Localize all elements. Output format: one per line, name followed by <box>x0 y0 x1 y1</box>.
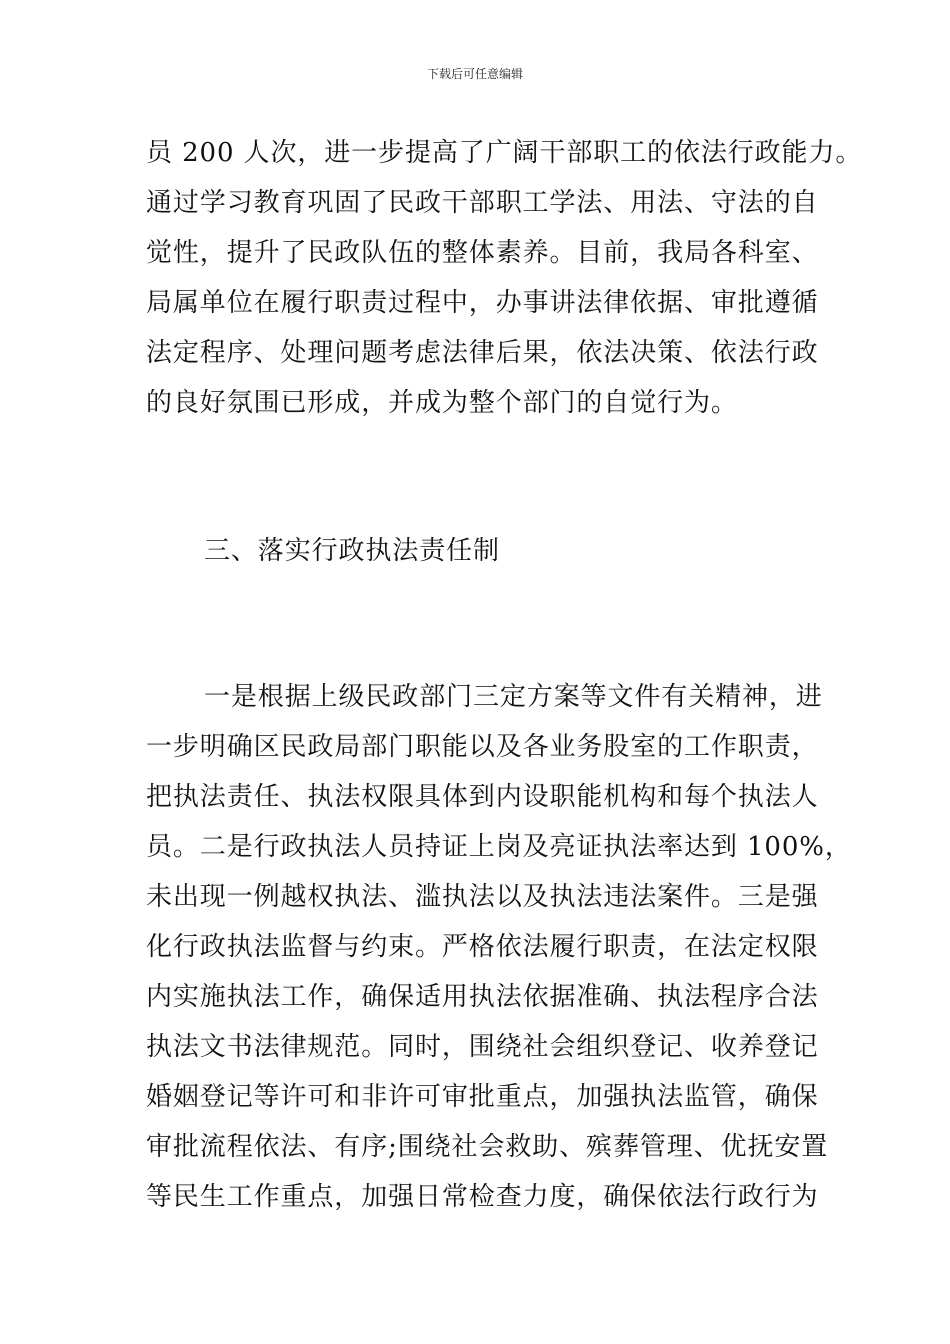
text-line: 等民生工作重点，加强日常检查力度，确保依法行政行为 <box>146 1182 819 1212</box>
text-line: 审批流程依法、有序;围绕社会救助、殡葬管理、优抚安置 <box>146 1132 829 1162</box>
heading-text: 三、落实行政执法责任制 <box>204 536 500 566</box>
document-body <box>146 128 863 1222</box>
text-line: 员 200 人次，进一步提高了广阔干部职工的依法行政能力。 <box>146 138 863 168</box>
paragraph-enforcement-responsibility <box>146 672 852 1222</box>
paragraph-training-results <box>146 128 863 428</box>
text-line: 法定程序、处理问题考虑法律后果，依法决策、依法行政 <box>146 338 819 368</box>
text-line: 婚姻登记等许可和非许可审批重点，加强执法监管，确保 <box>146 1082 819 1112</box>
page-header: 下载后可任意编辑 <box>426 67 523 81</box>
text-line: 把执法责任、执法权限具体到内设职能机构和每个执法人 <box>146 782 819 812</box>
paragraph-spacer <box>146 576 808 672</box>
text-line: 内实施执法工作，确保适用执法依据准确、执法程序合法 <box>146 982 819 1012</box>
paragraph-spacer <box>146 428 808 526</box>
text-line: 未出现一例越权执法、滥执法以及执法违法案件。三是强 <box>146 882 819 912</box>
text-line: 局属单位在履行职责过程中，办事讲法律依据、审批遵循 <box>146 288 819 318</box>
text-line: 一步明确区民政局部门职能以及各业务股室的工作职责， <box>146 732 819 762</box>
text-line: 的良好氛围已形成，并成为整个部门的自觉行为。 <box>146 388 738 418</box>
section-heading <box>146 526 808 576</box>
text-line: 化行政执法监督与约束。严格依法履行职责，在法定权限 <box>146 932 819 962</box>
text-line: 一是根据上级民政部门三定方案等文件有关精神，进 <box>204 682 823 712</box>
text-line: 觉性，提升了民政队伍的整体素养。目前，我局各科室、 <box>146 238 819 268</box>
text-line: 执法文书法律规范。同时，围绕社会组织登记、收养登记 <box>146 1032 819 1062</box>
text-line: 员。二是行政执法人员持证上岗及亮证执法率达到 100%， <box>146 832 852 862</box>
text-line: 通过学习教育巩固了民政干部职工学法、用法、守法的自 <box>146 188 819 218</box>
